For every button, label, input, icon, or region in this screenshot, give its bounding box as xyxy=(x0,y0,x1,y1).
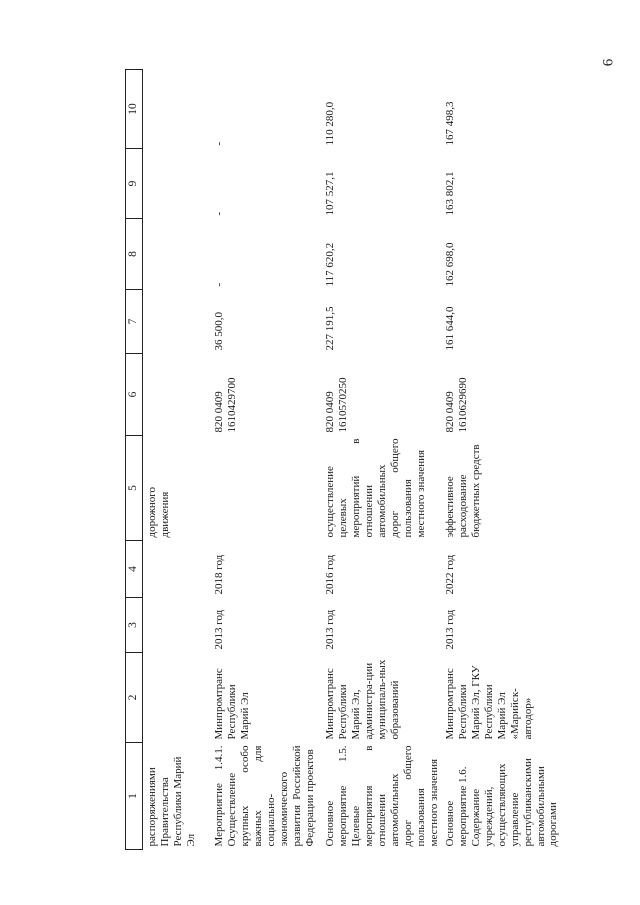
expected-result xyxy=(210,436,321,541)
executor: Минпромтранс Республики Марий Эл, администра-ции муниципаль-ных образований xyxy=(324,659,401,740)
value-col9: - xyxy=(213,211,225,216)
header-cell: 6 xyxy=(126,354,143,436)
value-col8: 162 698,0 xyxy=(443,242,456,287)
value-col7: 227 191,5 xyxy=(324,306,336,351)
measure-name: Мероприятие 1.4.1. Осуществление крупных особо важных для социально-экономического развития Российской Федерации проектов xyxy=(213,745,316,847)
value-col9: 163 802,1 xyxy=(443,171,456,216)
table-row xyxy=(441,70,561,850)
header-cell: 10 xyxy=(126,70,143,149)
header-cell: 1 xyxy=(126,743,143,850)
value-col8: 117 620,2 xyxy=(324,242,336,287)
start-year: 2013 год xyxy=(443,609,456,650)
value-col7: 161 644,0 xyxy=(443,306,456,351)
executor: Минпромтранс Республики Марий Эл xyxy=(213,668,251,740)
end-year: 2022 год xyxy=(443,554,456,595)
table-row xyxy=(210,70,321,850)
table-row xyxy=(321,70,441,850)
end-year: 2016 год xyxy=(324,554,336,595)
expected-result: эффективное расходование бюджетных средств xyxy=(443,444,482,538)
header-cell: 9 xyxy=(126,149,143,219)
header-cell: 2 xyxy=(126,653,143,743)
header-cell: 7 xyxy=(126,290,143,354)
executor xyxy=(143,653,211,743)
expected-result: осуществление целевых мероприятий в отношении автомобильных дорог общего пользования местного значения xyxy=(324,438,427,538)
end-year xyxy=(143,541,211,598)
measure-name: распоряжениями Правительства Республики Марий Эл xyxy=(146,756,197,847)
page-number: 6 xyxy=(599,58,616,67)
value-col8: - xyxy=(213,282,225,287)
header-cell: 5 xyxy=(126,436,143,541)
value-col9: 107 527,1 xyxy=(324,171,336,216)
rotated-table-container xyxy=(125,70,630,850)
measure-name: Основное мероприятие 1.6. Содержание учреждений, осуществляющих управление республиканскими автомобильными дорогами xyxy=(443,758,560,847)
value-col10: 167 498,3 xyxy=(443,101,456,146)
value-col7: 36 500,0 xyxy=(213,312,225,351)
start-year xyxy=(143,598,211,653)
header-cell: 8 xyxy=(126,219,143,290)
value-col10: 110 280,0 xyxy=(324,101,336,146)
value-col7 xyxy=(143,290,211,354)
start-year: 2013 год xyxy=(213,609,225,650)
table-row xyxy=(143,70,211,850)
header-cell: 4 xyxy=(126,541,143,598)
value-col10: - xyxy=(213,141,225,146)
budget-code xyxy=(143,354,211,436)
value-col10 xyxy=(143,70,211,149)
program-table xyxy=(125,69,560,850)
measure-name: Основное мероприятие 1.5. Целевые мероприятия в отношении автомобильных дорог общего пользования местного значения xyxy=(324,745,440,847)
budget-code: 820 0409 1610629690 xyxy=(443,377,469,433)
budget-code: 820 0409 1610429700 xyxy=(213,377,238,433)
value-col8 xyxy=(143,219,211,290)
header-row xyxy=(126,70,143,850)
end-year: 2018 год xyxy=(213,554,225,595)
value-col9 xyxy=(143,149,211,219)
budget-code: 820 0409 1610570250 xyxy=(324,377,349,433)
executor: Минпромтранс Республики Марий Эл, ГКУ Республики Марий Эл «Марийск-автодор» xyxy=(443,665,534,740)
header-cell: 3 xyxy=(126,598,143,653)
expected-result: дорожного движения xyxy=(146,486,171,538)
start-year: 2013 год xyxy=(324,609,336,650)
